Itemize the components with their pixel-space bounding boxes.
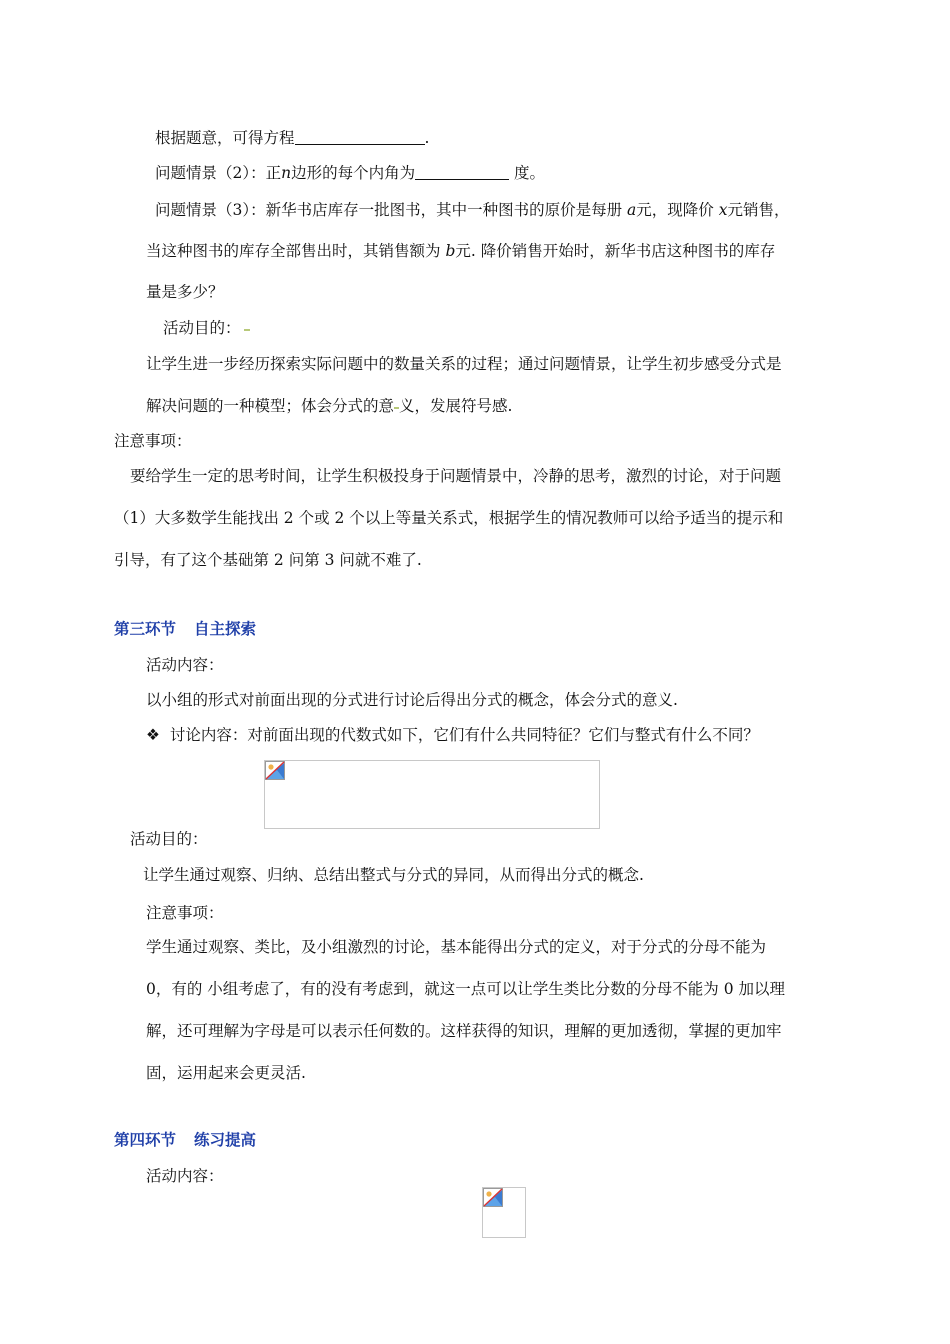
scene2-var: n <box>281 164 292 182</box>
section3-title-number: 第三环节 <box>114 620 177 638</box>
section4-title <box>114 1130 256 1150</box>
broken-image-icon <box>265 761 287 781</box>
equation-blank <box>295 128 425 145</box>
diamond-bullet-icon: ❖ <box>146 726 160 744</box>
scene2-mid: 边形的每个内角为 <box>291 164 416 182</box>
notes1-line-2: （1）大多数学生能找出 2 个或 2 个以上等量关系式，根据学生的情况教师可以给予适当的提示和 <box>114 509 784 527</box>
scene3-var-x: x <box>718 201 728 219</box>
notes1-label: 注意事项： <box>114 432 192 450</box>
goal1-text: 解决问题的一种模型；体会分式的意 <box>146 397 395 415</box>
formula-image <box>264 760 600 829</box>
section3-title-text: 自主探索 <box>194 620 257 638</box>
scene3-var-b: b <box>445 242 456 260</box>
equation-prefix: 根据题意，可得方程 <box>155 129 295 147</box>
scene3-text: 元，现降价 <box>636 201 719 219</box>
section3-notes-line-4: 固，运用起来会更灵活. <box>146 1064 306 1082</box>
scene3-text: 元. 降价销售开始时，新华书店这种图书的库存 <box>455 242 776 260</box>
section3-discussion <box>146 725 759 745</box>
goal1-label-line <box>163 318 250 338</box>
section3-content-label: 活动内容： <box>146 656 224 674</box>
scene3-text: 当这种图书的库存全部售出时，其销售额为 <box>146 242 446 260</box>
section4-content-label: 活动内容： <box>146 1167 224 1185</box>
scene3-var-a: a <box>627 201 637 219</box>
section4-title-text: 练习提高 <box>194 1131 257 1149</box>
scene2-suffix: 度。 <box>509 164 546 182</box>
section3-notes-line-3: 解，还可理解为字母是可以表示任何数的。这样获得的知识，理解的更加透彻，掌握的更加牢 <box>146 1022 782 1040</box>
notes1-line-3: 引导，有了这个基础第 2 问第 3 问就不难了. <box>114 551 422 569</box>
goal1-line-1: 让学生进一步经历探索实际问题中的数量关系的过程；通过问题情景，让学生初步感受分式是 <box>146 355 782 373</box>
scene2-line <box>155 163 545 183</box>
section4-title-number: 第四环节 <box>114 1131 177 1149</box>
section3-goal: 让学生通过观察、归纳、总结出整式与分式的异同，从而得出分式的概念. <box>143 866 644 884</box>
scene2-prefix: 问题情景（2）：正 <box>155 164 282 182</box>
goal1-line-2 <box>146 396 512 416</box>
scene3-text: 元销售， <box>727 201 790 219</box>
goal1-text: 义，发展符号感. <box>399 397 513 415</box>
edit-mark <box>244 329 250 331</box>
scene3-line-1 <box>155 200 790 220</box>
notes1-line-1: 要给学生一定的思考时间，让学生积极投身于问题情景中，冷静的思考，激烈的讨论，对于问题 <box>130 467 782 485</box>
exercise-image <box>482 1187 526 1238</box>
scene3-line-3: 量是多少？ <box>146 283 224 301</box>
goal1-label: 活动目的： <box>163 319 241 337</box>
section3-title <box>114 619 256 639</box>
section3-notes-line-1: 学生通过观察、类比，及小组激烈的讨论，基本能得出分式的定义，对于分式的分母不能为 <box>146 938 767 956</box>
section3-notes-line-2: 0，有的 小组考虑了，有的没有考虑到，就这一点可以让学生类比分数的分母不能为 0 加以理 <box>146 980 786 998</box>
scene3-line-2 <box>146 241 775 261</box>
equation-line <box>155 128 429 148</box>
discussion-text: 讨论内容：对前面出现的代数式如下，它们有什么共同特征？它们与整式有什么不同？ <box>169 726 759 744</box>
section3-notes-label: 注意事项： <box>146 904 224 922</box>
broken-image-icon <box>483 1188 505 1208</box>
section3-goal-label: 活动目的： <box>130 830 208 848</box>
scene2-blank <box>415 163 509 180</box>
scene3-text: 问题情景（3）：新华书店库存一批图书，其中一种图书的原价是每册 <box>155 201 628 219</box>
section3-content: 以小组的形式对前面出现的分式进行讨论后得出分式的概念，体会分式的意义. <box>146 691 678 709</box>
equation-suffix: . <box>424 129 430 147</box>
